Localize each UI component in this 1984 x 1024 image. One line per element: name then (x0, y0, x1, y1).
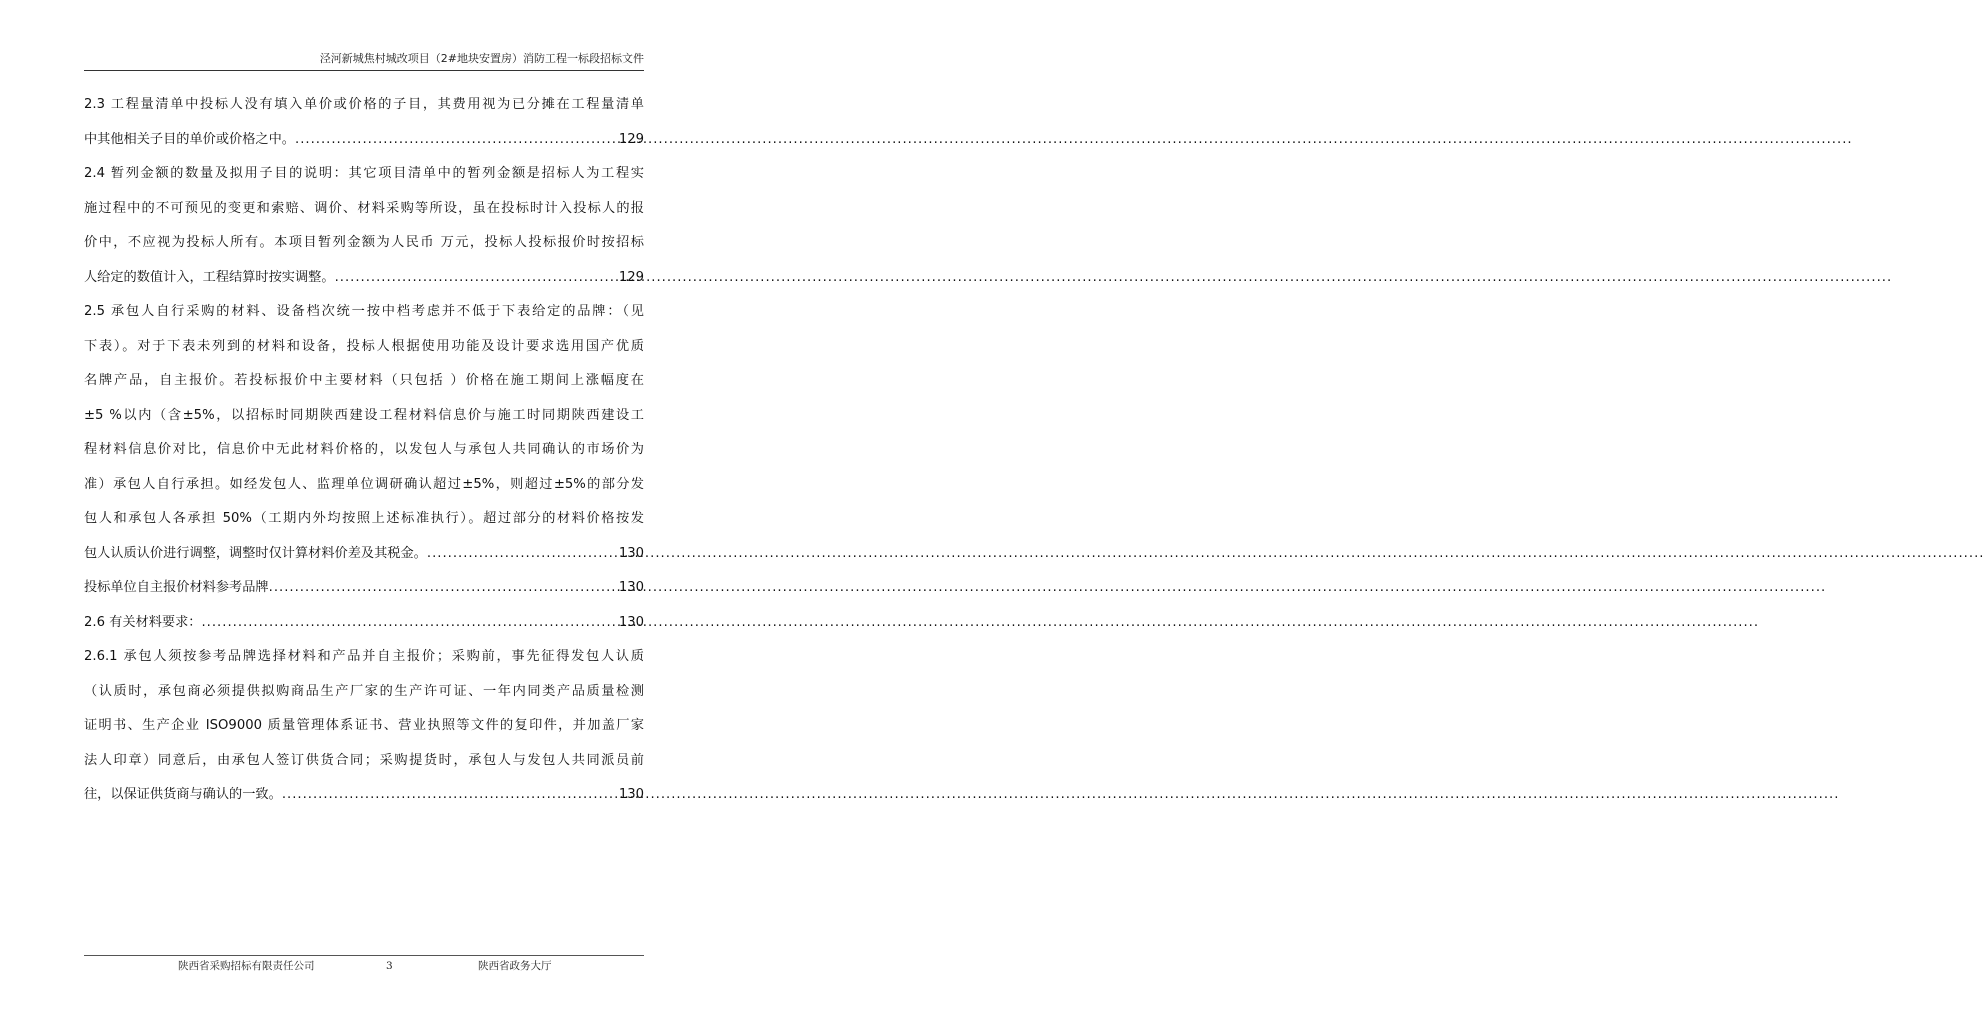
toc-line: 名牌产品，自主报价。若投标报价中主要材料（只包括 ）价格在施工期间上涨幅度在 (84, 373, 644, 388)
toc-leader-dots (282, 778, 618, 813)
toc-leader-dots (201, 606, 617, 641)
toc-line: 准）承包人自行承担。如经发包人、监理单位调研确认超过±5%，则超过±5%的部分发 (84, 476, 644, 492)
toc-line: 价中，不应视为投标人所有。本项目暂列金额为人民币 万元，投标人投标报价时按招标 (84, 235, 644, 250)
toc-line-with-page (84, 261, 644, 296)
page-header (84, 52, 644, 66)
toc-line-with-page (84, 537, 644, 572)
toc-line: 证明书、生产企业 ISO9000 质量管理体系证书、营业执照等文件的复印件，并加盖厂家 (84, 718, 644, 733)
toc-entry-2-6-1[interactable] (84, 640, 644, 813)
toc-line: 施过程中的不可预见的变更和索赔、调价、材料采购等所设，虽在投标时计入投标人的报 (84, 200, 644, 216)
toc-entry-brands[interactable] (84, 571, 644, 606)
toc-entry-2-3[interactable] (84, 88, 644, 157)
header-divider (84, 70, 644, 71)
toc-entry-2-4[interactable] (84, 157, 644, 295)
footer-location: 陕西省政务大厅 (478, 960, 552, 972)
toc-page-number: 130 (618, 614, 644, 630)
toc-line: 往，以保证供货商与确认的一致。 (84, 787, 282, 802)
toc-line: 投标单位自主报价材料参考品牌 (84, 580, 269, 595)
toc-page-number: 130 (618, 787, 644, 802)
toc-entry-2-6[interactable] (84, 606, 644, 641)
toc-leader-dots (335, 261, 618, 296)
toc-line: 程材料信息价对比，信息价中无此材料价格的，以发包人与承包人共同确认的市场价为 (84, 442, 644, 457)
toc-line: ±5 %以内（含±5%，以招标时同期陕西建设工程材料信息价与施工时同期陕西建设工 (84, 407, 644, 423)
toc-page-number: 129 (618, 131, 644, 147)
toc-page-number: 130 (618, 545, 644, 561)
toc-line: 中其他相关子目的单价或价格之中。 (84, 131, 295, 147)
toc-line: 2.6 有关材料要求： (84, 614, 202, 630)
toc-line: 人给定的数值计入，工程结算时按实调整。 (84, 269, 335, 285)
toc-line-with-page (84, 123, 644, 158)
toc-entry-2-5[interactable] (84, 295, 644, 571)
toc-page-number: 130 (618, 580, 644, 595)
toc-line: 2.6.1 承包人须按参考品牌选择材料和产品并自主报价；采购前，事先征得发包人认质 (84, 649, 644, 664)
toc-leader-dots (427, 537, 618, 572)
toc-page-number: 129 (618, 269, 644, 285)
footer-page-number: 3 (386, 960, 393, 972)
toc-line-with-page (84, 778, 644, 813)
toc-line: 2.5 承包人自行采购的材料、设备档次统一按中档考虑并不低于下表给定的品牌：（见 (84, 304, 644, 319)
footer-company: 陕西省采购招标有限责任公司 (178, 960, 315, 972)
header-title: 泾河新城焦村城改项目（2#地块安置房）消防工程一标段招标文件 (319, 52, 644, 65)
toc-line: （认质时，承包商必须提供拟购商品生产厂家的生产许可证、一年内同类产品质量检测 (84, 683, 644, 699)
toc-line: 2.3 工程量清单中投标人没有填入单价或价格的子目，其费用视为已分摊在工程量清单 (84, 97, 644, 112)
toc-line: 法人印章）同意后，由承包人签订供货合同；采购提货时，承包人与发包人共同派员前 (84, 752, 644, 768)
toc-line: 下表）。对于下表未列到的材料和设备，投标人根据使用功能及设计要求选用国产优质 (84, 338, 644, 354)
toc-line: 包人认质认价进行调整，调整时仅计算材料价差及其税金。 (84, 545, 427, 561)
toc-leader-dots (295, 123, 618, 158)
footer-divider (84, 955, 644, 956)
toc-content (84, 88, 644, 813)
toc-leader-dots (269, 571, 618, 606)
toc-line: 包人和承包人各承担 50%（工期内外均按照上述标准执行）。超过部分的材料价格按发 (84, 511, 644, 526)
toc-line: 2.4 暂列金额的数量及拟用子目的说明：其它项目清单中的暂列金额是招标人为工程实 (84, 166, 644, 181)
